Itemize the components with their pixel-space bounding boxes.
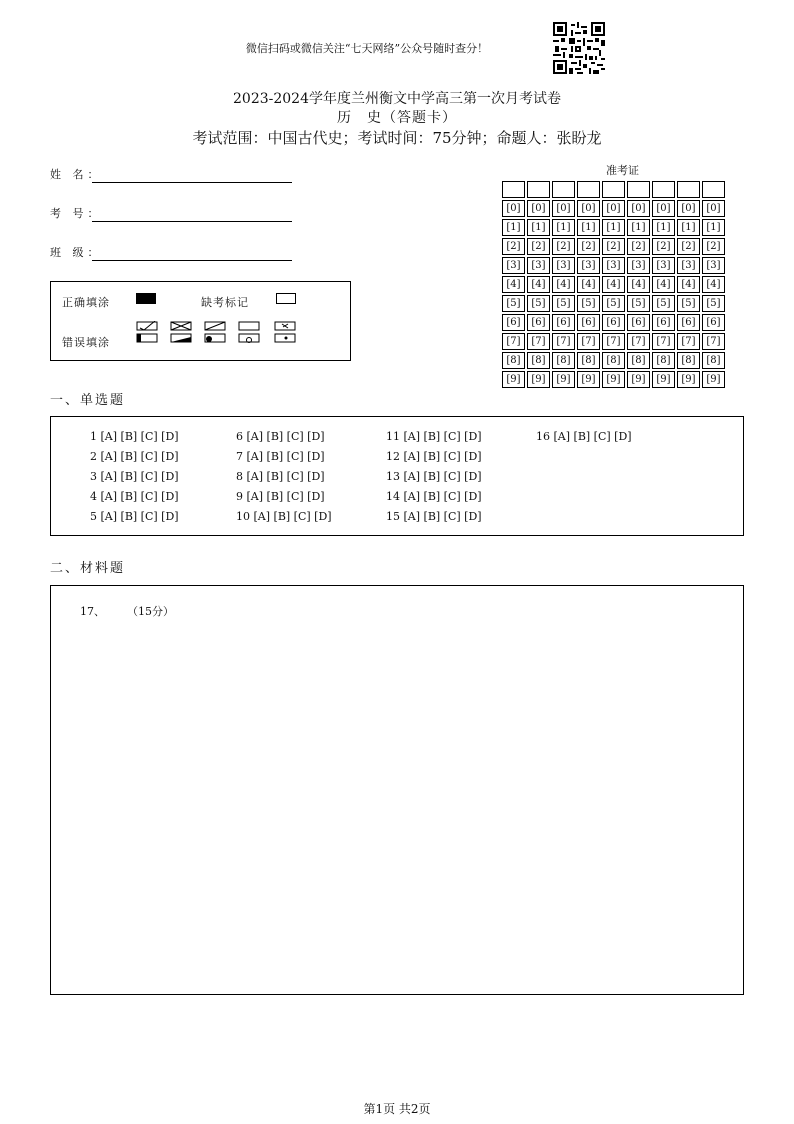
- wrong-fill-circle-icon: [238, 321, 260, 343]
- admission-bubble[interactable]: [0]: [552, 200, 575, 217]
- mc-options[interactable]: [A] [B] [C] [D]: [246, 490, 325, 503]
- admission-bubble[interactable]: [1]: [502, 219, 525, 236]
- mc-question-number: 13: [386, 470, 400, 483]
- admission-bubble[interactable]: [1]: [677, 219, 700, 236]
- mc-question-number: 6: [236, 430, 243, 443]
- admission-bubble[interactable]: [3]: [602, 257, 625, 274]
- name-field[interactable]: [92, 182, 292, 183]
- admission-bubble[interactable]: [9]: [552, 371, 575, 388]
- mc-options[interactable]: [A] [B] [C] [D]: [100, 450, 179, 463]
- exam-title: 2023-2024学年度兰州衡文中学高三第一次月考试卷: [233, 91, 561, 107]
- admission-bubble[interactable]: [4]: [552, 276, 575, 293]
- mc-question-number: 16: [536, 430, 550, 443]
- admission-bubble[interactable]: [3]: [552, 257, 575, 274]
- admission-bubble[interactable]: [8]: [627, 352, 650, 369]
- mc-question-number: 15: [386, 510, 400, 523]
- admission-bubble[interactable]: [9]: [627, 371, 650, 388]
- mc-question-number: 11: [386, 430, 400, 443]
- mc-question-number: 12: [386, 450, 400, 463]
- mc-question-number: 3: [90, 470, 97, 483]
- admission-bubble[interactable]: [6]: [677, 314, 700, 331]
- admission-bubble[interactable]: [2]: [502, 238, 525, 255]
- admission-bubble[interactable]: [6]: [627, 314, 650, 331]
- admission-bubble[interactable]: [5]: [677, 295, 700, 312]
- admission-bubble[interactable]: [1]: [577, 219, 600, 236]
- mc-question-number: 10: [236, 510, 250, 523]
- mc-question[interactable]: [236, 470, 325, 483]
- admission-bubble[interactable]: [1]: [627, 219, 650, 236]
- mc-question[interactable]: [386, 510, 482, 523]
- admission-bubble[interactable]: [9]: [502, 371, 525, 388]
- mc-question[interactable]: [386, 470, 482, 483]
- mc-question-number: 7: [236, 450, 243, 463]
- admission-digit-write-cell[interactable]: [602, 181, 625, 198]
- admission-bubble[interactable]: [0]: [652, 200, 675, 217]
- admission-bubble[interactable]: [0]: [527, 200, 550, 217]
- q17-score: （15分）: [127, 605, 174, 618]
- admission-bubble[interactable]: [9]: [702, 371, 725, 388]
- admission-bubble[interactable]: [6]: [527, 314, 550, 331]
- admission-bubble[interactable]: [4]: [602, 276, 625, 293]
- page-number: 第1页 共2页: [363, 1102, 431, 1116]
- admission-bubble[interactable]: [7]: [702, 333, 725, 350]
- mc-question[interactable]: [90, 490, 179, 503]
- admission-bubble[interactable]: [7]: [627, 333, 650, 350]
- admission-bubble[interactable]: [9]: [527, 371, 550, 388]
- correct-fill-label: 正确填涂: [62, 296, 110, 309]
- mc-question[interactable]: [536, 430, 632, 443]
- admission-bubble[interactable]: [7]: [502, 333, 525, 350]
- class-label: 班 级：: [50, 246, 103, 259]
- mc-question-number: 14: [386, 490, 400, 503]
- wrong-fill-dot-icon: [274, 321, 296, 343]
- admission-bubble[interactable]: [9]: [602, 371, 625, 388]
- mc-options[interactable]: [A] [B] [C] [D]: [246, 450, 325, 463]
- mc-question-number: 4: [90, 490, 97, 503]
- mc-question[interactable]: [90, 470, 179, 483]
- admission-bubble[interactable]: [7]: [577, 333, 600, 350]
- admission-bubble[interactable]: [8]: [577, 352, 600, 369]
- admission-bubble[interactable]: [7]: [552, 333, 575, 350]
- admission-digit-write-cell[interactable]: [702, 181, 725, 198]
- admission-bubble[interactable]: [0]: [502, 200, 525, 217]
- mc-options[interactable]: [A] [B] [C] [D]: [403, 490, 482, 503]
- mc-options[interactable]: [A] [B] [C] [D]: [100, 490, 179, 503]
- admission-bubble[interactable]: [5]: [552, 295, 575, 312]
- mc-question[interactable]: [386, 450, 482, 463]
- admission-bubble[interactable]: [5]: [577, 295, 600, 312]
- admission-bubble[interactable]: [4]: [527, 276, 550, 293]
- admission-bubble[interactable]: [1]: [552, 219, 575, 236]
- admission-bubble[interactable]: [2]: [677, 238, 700, 255]
- admission-digit-write-cell[interactable]: [527, 181, 550, 198]
- admission-bubble[interactable]: [2]: [652, 238, 675, 255]
- name-label: 姓 名：: [50, 168, 103, 181]
- essay-answer-box[interactable]: [50, 585, 744, 995]
- admission-bubble[interactable]: [3]: [702, 257, 725, 274]
- absent-mark-box[interactable]: [276, 293, 296, 304]
- admission-bubble[interactable]: [8]: [552, 352, 575, 369]
- admission-bubble[interactable]: [8]: [502, 352, 525, 369]
- admission-bubble[interactable]: [4]: [702, 276, 725, 293]
- admission-digit-write-cell[interactable]: [552, 181, 575, 198]
- admission-table: [500, 179, 727, 390]
- mc-options[interactable]: [A] [B] [C] [D]: [253, 510, 332, 523]
- admission-bubble[interactable]: [4]: [627, 276, 650, 293]
- admission-title: 准考证: [606, 164, 639, 177]
- mc-question[interactable]: [90, 430, 179, 443]
- admission-bubble[interactable]: [1]: [602, 219, 625, 236]
- absent-mark-label: 缺考标记: [201, 296, 249, 309]
- admission-bubble[interactable]: [3]: [527, 257, 550, 274]
- admission-digit-write-cell[interactable]: [677, 181, 700, 198]
- admission-bubble[interactable]: [1]: [702, 219, 725, 236]
- admission-bubble[interactable]: [3]: [652, 257, 675, 274]
- mc-question[interactable]: [386, 490, 482, 503]
- admission-bubble[interactable]: [0]: [627, 200, 650, 217]
- mc-options[interactable]: [A] [B] [C] [D]: [553, 430, 632, 443]
- mc-question[interactable]: [236, 450, 325, 463]
- mc-question-number: 9: [236, 490, 243, 503]
- admission-bubble[interactable]: [5]: [627, 295, 650, 312]
- admission-bubble[interactable]: [2]: [702, 238, 725, 255]
- mc-question-number: 5: [90, 510, 97, 523]
- wrong-fill-slash-icon: [204, 321, 226, 343]
- id-field[interactable]: [92, 221, 292, 222]
- admission-bubble[interactable]: [4]: [652, 276, 675, 293]
- class-field[interactable]: [92, 260, 292, 261]
- admission-digit-write-cell[interactable]: [627, 181, 650, 198]
- admission-bubble[interactable]: [8]: [652, 352, 675, 369]
- admission-bubble[interactable]: [3]: [502, 257, 525, 274]
- admission-bubble[interactable]: [0]: [577, 200, 600, 217]
- admission-bubble[interactable]: [5]: [652, 295, 675, 312]
- mc-options[interactable]: [A] [B] [C] [D]: [246, 470, 325, 483]
- admission-bubble[interactable]: [1]: [527, 219, 550, 236]
- section1-title: 一、单选题: [50, 393, 126, 408]
- correct-fill-sample: [136, 293, 156, 304]
- admission-digit-write-cell[interactable]: [652, 181, 675, 198]
- admission-bubble[interactable]: [7]: [677, 333, 700, 350]
- mc-question[interactable]: [236, 510, 332, 523]
- mc-question-number: 8: [236, 470, 243, 483]
- admission-bubble[interactable]: [4]: [577, 276, 600, 293]
- admission-bubble[interactable]: [6]: [502, 314, 525, 331]
- wrong-fill-cross-icon: [170, 321, 192, 343]
- admission-bubble[interactable]: [0]: [602, 200, 625, 217]
- wrong-fill-check-icon: [136, 321, 158, 343]
- subject-title: 历 史（答题卡）: [337, 110, 457, 126]
- admission-bubble[interactable]: [2]: [602, 238, 625, 255]
- admission-bubble[interactable]: [5]: [702, 295, 725, 312]
- admission-bubble[interactable]: [3]: [677, 257, 700, 274]
- mc-question[interactable]: [90, 450, 179, 463]
- mc-options[interactable]: [A] [B] [C] [D]: [100, 430, 179, 443]
- mc-question[interactable]: [236, 430, 325, 443]
- admission-bubble[interactable]: [8]: [677, 352, 700, 369]
- admission-bubble[interactable]: [4]: [502, 276, 525, 293]
- mc-question[interactable]: [236, 490, 325, 503]
- section2-title: 二、材料题: [50, 561, 126, 576]
- admission-bubble[interactable]: [5]: [602, 295, 625, 312]
- admission-digit-write-cell[interactable]: [577, 181, 600, 198]
- admission-bubble[interactable]: [1]: [652, 219, 675, 236]
- admission-bubble[interactable]: [9]: [652, 371, 675, 388]
- mc-options[interactable]: [A] [B] [C] [D]: [100, 470, 179, 483]
- mc-options[interactable]: [A] [B] [C] [D]: [403, 470, 482, 483]
- mc-options[interactable]: [A] [B] [C] [D]: [403, 510, 482, 523]
- admission-bubble[interactable]: [9]: [577, 371, 600, 388]
- mc-question-number: 1: [90, 430, 97, 443]
- exam-info: 考试范围：中国古代史；考试时间：75分钟；命题人：张盼龙: [192, 129, 602, 147]
- admission-bubble[interactable]: [6]: [552, 314, 575, 331]
- admission-bubble[interactable]: [0]: [677, 200, 700, 217]
- admission-bubble[interactable]: [9]: [677, 371, 700, 388]
- scan-notice: 微信扫码或微信关注“七天网络”公众号随时查分！: [245, 42, 489, 55]
- admission-bubble[interactable]: [3]: [627, 257, 650, 274]
- admission-bubble[interactable]: [5]: [502, 295, 525, 312]
- mc-question[interactable]: [386, 430, 482, 443]
- admission-bubble[interactable]: [7]: [652, 333, 675, 350]
- admission-bubble[interactable]: [5]: [527, 295, 550, 312]
- mc-question[interactable]: [90, 510, 179, 523]
- admission-bubble[interactable]: [6]: [702, 314, 725, 331]
- mc-options[interactable]: [A] [B] [C] [D]: [403, 450, 482, 463]
- admission-digit-write-cell[interactable]: [502, 181, 525, 198]
- admission-bubble[interactable]: [0]: [702, 200, 725, 217]
- admission-bubble[interactable]: [6]: [602, 314, 625, 331]
- admission-bubble[interactable]: [2]: [577, 238, 600, 255]
- admission-grid: [502, 163, 743, 390]
- id-label: 考 号：: [50, 207, 103, 220]
- admission-bubble[interactable]: [7]: [527, 333, 550, 350]
- admission-bubble[interactable]: [2]: [627, 238, 650, 255]
- admission-bubble[interactable]: [8]: [527, 352, 550, 369]
- admission-bubble[interactable]: [6]: [652, 314, 675, 331]
- mc-options[interactable]: [A] [B] [C] [D]: [403, 430, 482, 443]
- mc-options[interactable]: [A] [B] [C] [D]: [100, 510, 179, 523]
- mc-question-number: 2: [90, 450, 97, 463]
- mc-options[interactable]: [A] [B] [C] [D]: [246, 430, 325, 443]
- admission-bubble[interactable]: [8]: [702, 352, 725, 369]
- wrong-fill-label: 错误填涂: [62, 336, 110, 349]
- admission-bubble[interactable]: [2]: [552, 238, 575, 255]
- admission-bubble[interactable]: [6]: [577, 314, 600, 331]
- qr-code-icon[interactable]: [553, 22, 605, 74]
- admission-bubble[interactable]: [7]: [602, 333, 625, 350]
- admission-bubble[interactable]: [8]: [602, 352, 625, 369]
- admission-bubble[interactable]: [3]: [577, 257, 600, 274]
- admission-bubble[interactable]: [2]: [527, 238, 550, 255]
- admission-bubble[interactable]: [4]: [677, 276, 700, 293]
- q17-number: 17、: [80, 605, 105, 618]
